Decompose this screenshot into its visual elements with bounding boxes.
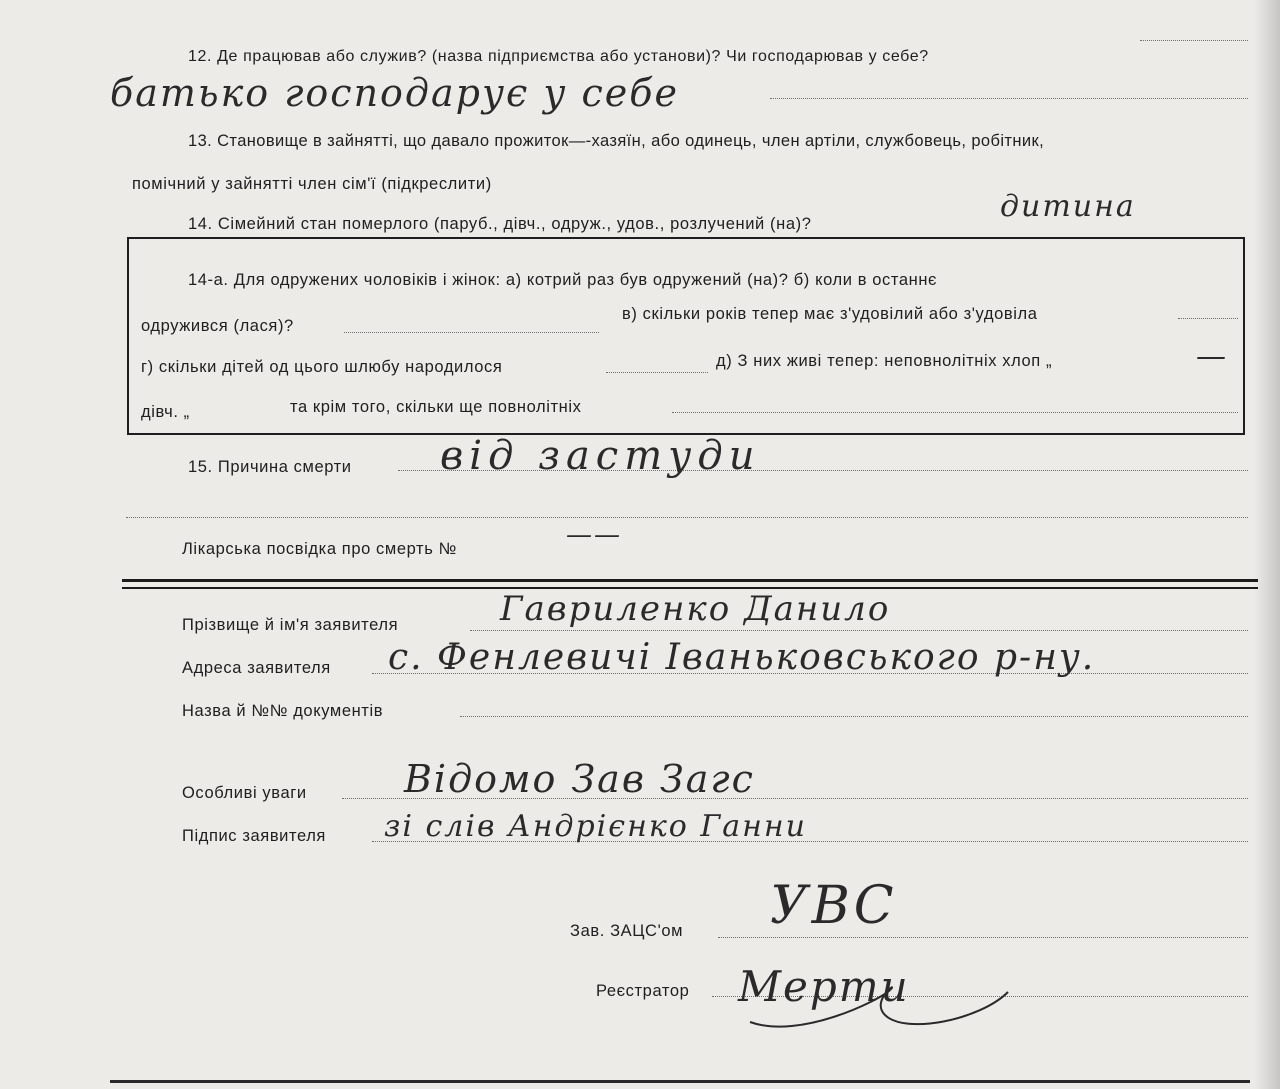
- q15-handwritten-answer: від застуди: [440, 433, 761, 479]
- registrar-signature: Мерти: [738, 962, 910, 1011]
- applicant-address-handwritten: с. Фенлевичі Іваньковського р-ну.: [388, 637, 1096, 678]
- applicant-address-label: Адреса заявителя: [182, 659, 331, 677]
- documents-label: Назва й №№ документів: [182, 702, 384, 720]
- zags-head-dotted-line: [718, 937, 1248, 938]
- q12-dotted-line: [1140, 40, 1248, 41]
- q14a-line2b-dotted: [1178, 318, 1238, 319]
- special-notes-handwritten-line2: зі слів Андрієнко Ганни: [384, 809, 807, 844]
- registrar-signature-flourish: [740, 970, 1020, 1050]
- documents-dotted-line: [460, 716, 1248, 717]
- registrar-label: Реєстратор: [596, 982, 690, 1000]
- special-notes-handwritten-line1: Відомо Зав Загс: [404, 757, 755, 801]
- applicant-name-dotted-line: [470, 630, 1248, 631]
- q15-second-dotted-line: [126, 517, 1248, 518]
- zags-head-signature: УВС: [770, 876, 898, 936]
- q14a-label-line3b: д) З них живі тепер: неповнолітніх хлоп „: [716, 352, 1053, 370]
- q14a-label-line2b: в) скільки років тепер має з'удовілий або з'удовіла: [622, 305, 1038, 323]
- q14a-line4-dotted: [672, 412, 1238, 413]
- applicant-name-label: Прізвище й ім'я заявителя: [182, 616, 399, 634]
- q14a-label-line4a: дівч. „: [141, 403, 190, 421]
- special-notes-label: Особливі уваги: [182, 784, 307, 802]
- q14a-label-line1: 14-а. Для одружених чоловіків і жінок: а) котрий раз був одружений (на)? б) коли в останнє: [188, 271, 938, 289]
- q14a-line3a-dotted: [606, 372, 708, 373]
- q14a-line2-dotted: [344, 332, 599, 333]
- q14-label: 14. Сімейний стан померлого (паруб., дівч., одруж., удов., розлучений (на)?: [188, 215, 812, 233]
- bottom-edge-rule: [110, 1080, 1250, 1083]
- cert-number-handwritten: ——: [566, 520, 622, 550]
- zags-head-label: Зав. ЗАЦС'ом: [570, 922, 684, 940]
- q14a-label-line3a: г) скільки дітей од цього шлюбу народилося: [141, 358, 503, 376]
- q12-handwritten-answer: батько господарує у себе: [110, 71, 679, 115]
- medical-cert-label: Лікарська посвідка про смерть №: [182, 540, 457, 558]
- q12-label: 12. Де працював або служив? (назва підприємства або установи)? Чи господарював у себе?: [188, 48, 929, 65]
- q12-answer-dotted-line: [770, 98, 1248, 99]
- q14-handwritten-answer: дитина: [1000, 189, 1136, 224]
- q13-label-line2: помічний у зайнятті член сім'ї (підкреслити): [132, 175, 492, 193]
- q14a-handwritten-mark: —: [1196, 339, 1228, 374]
- page-edge-shadow: [1254, 0, 1280, 1089]
- applicant-name-handwritten: Гавриленко Данило: [500, 589, 891, 629]
- section-divider-top: [122, 579, 1258, 582]
- applicant-signature-label: Підпис заявителя: [182, 827, 326, 845]
- q14a-label-line4b: та крім того, скільки ще повнолітніх: [290, 398, 582, 416]
- q13-label-line1: 13. Становище в зайнятті, що давало прожиток—-хазяїн, або одинець, член артіли, службовець, робітник,: [188, 132, 1045, 150]
- q14a-label-line2a: одружився (лася)?: [141, 317, 294, 335]
- q15-label: 15. Причина смерти: [188, 458, 352, 476]
